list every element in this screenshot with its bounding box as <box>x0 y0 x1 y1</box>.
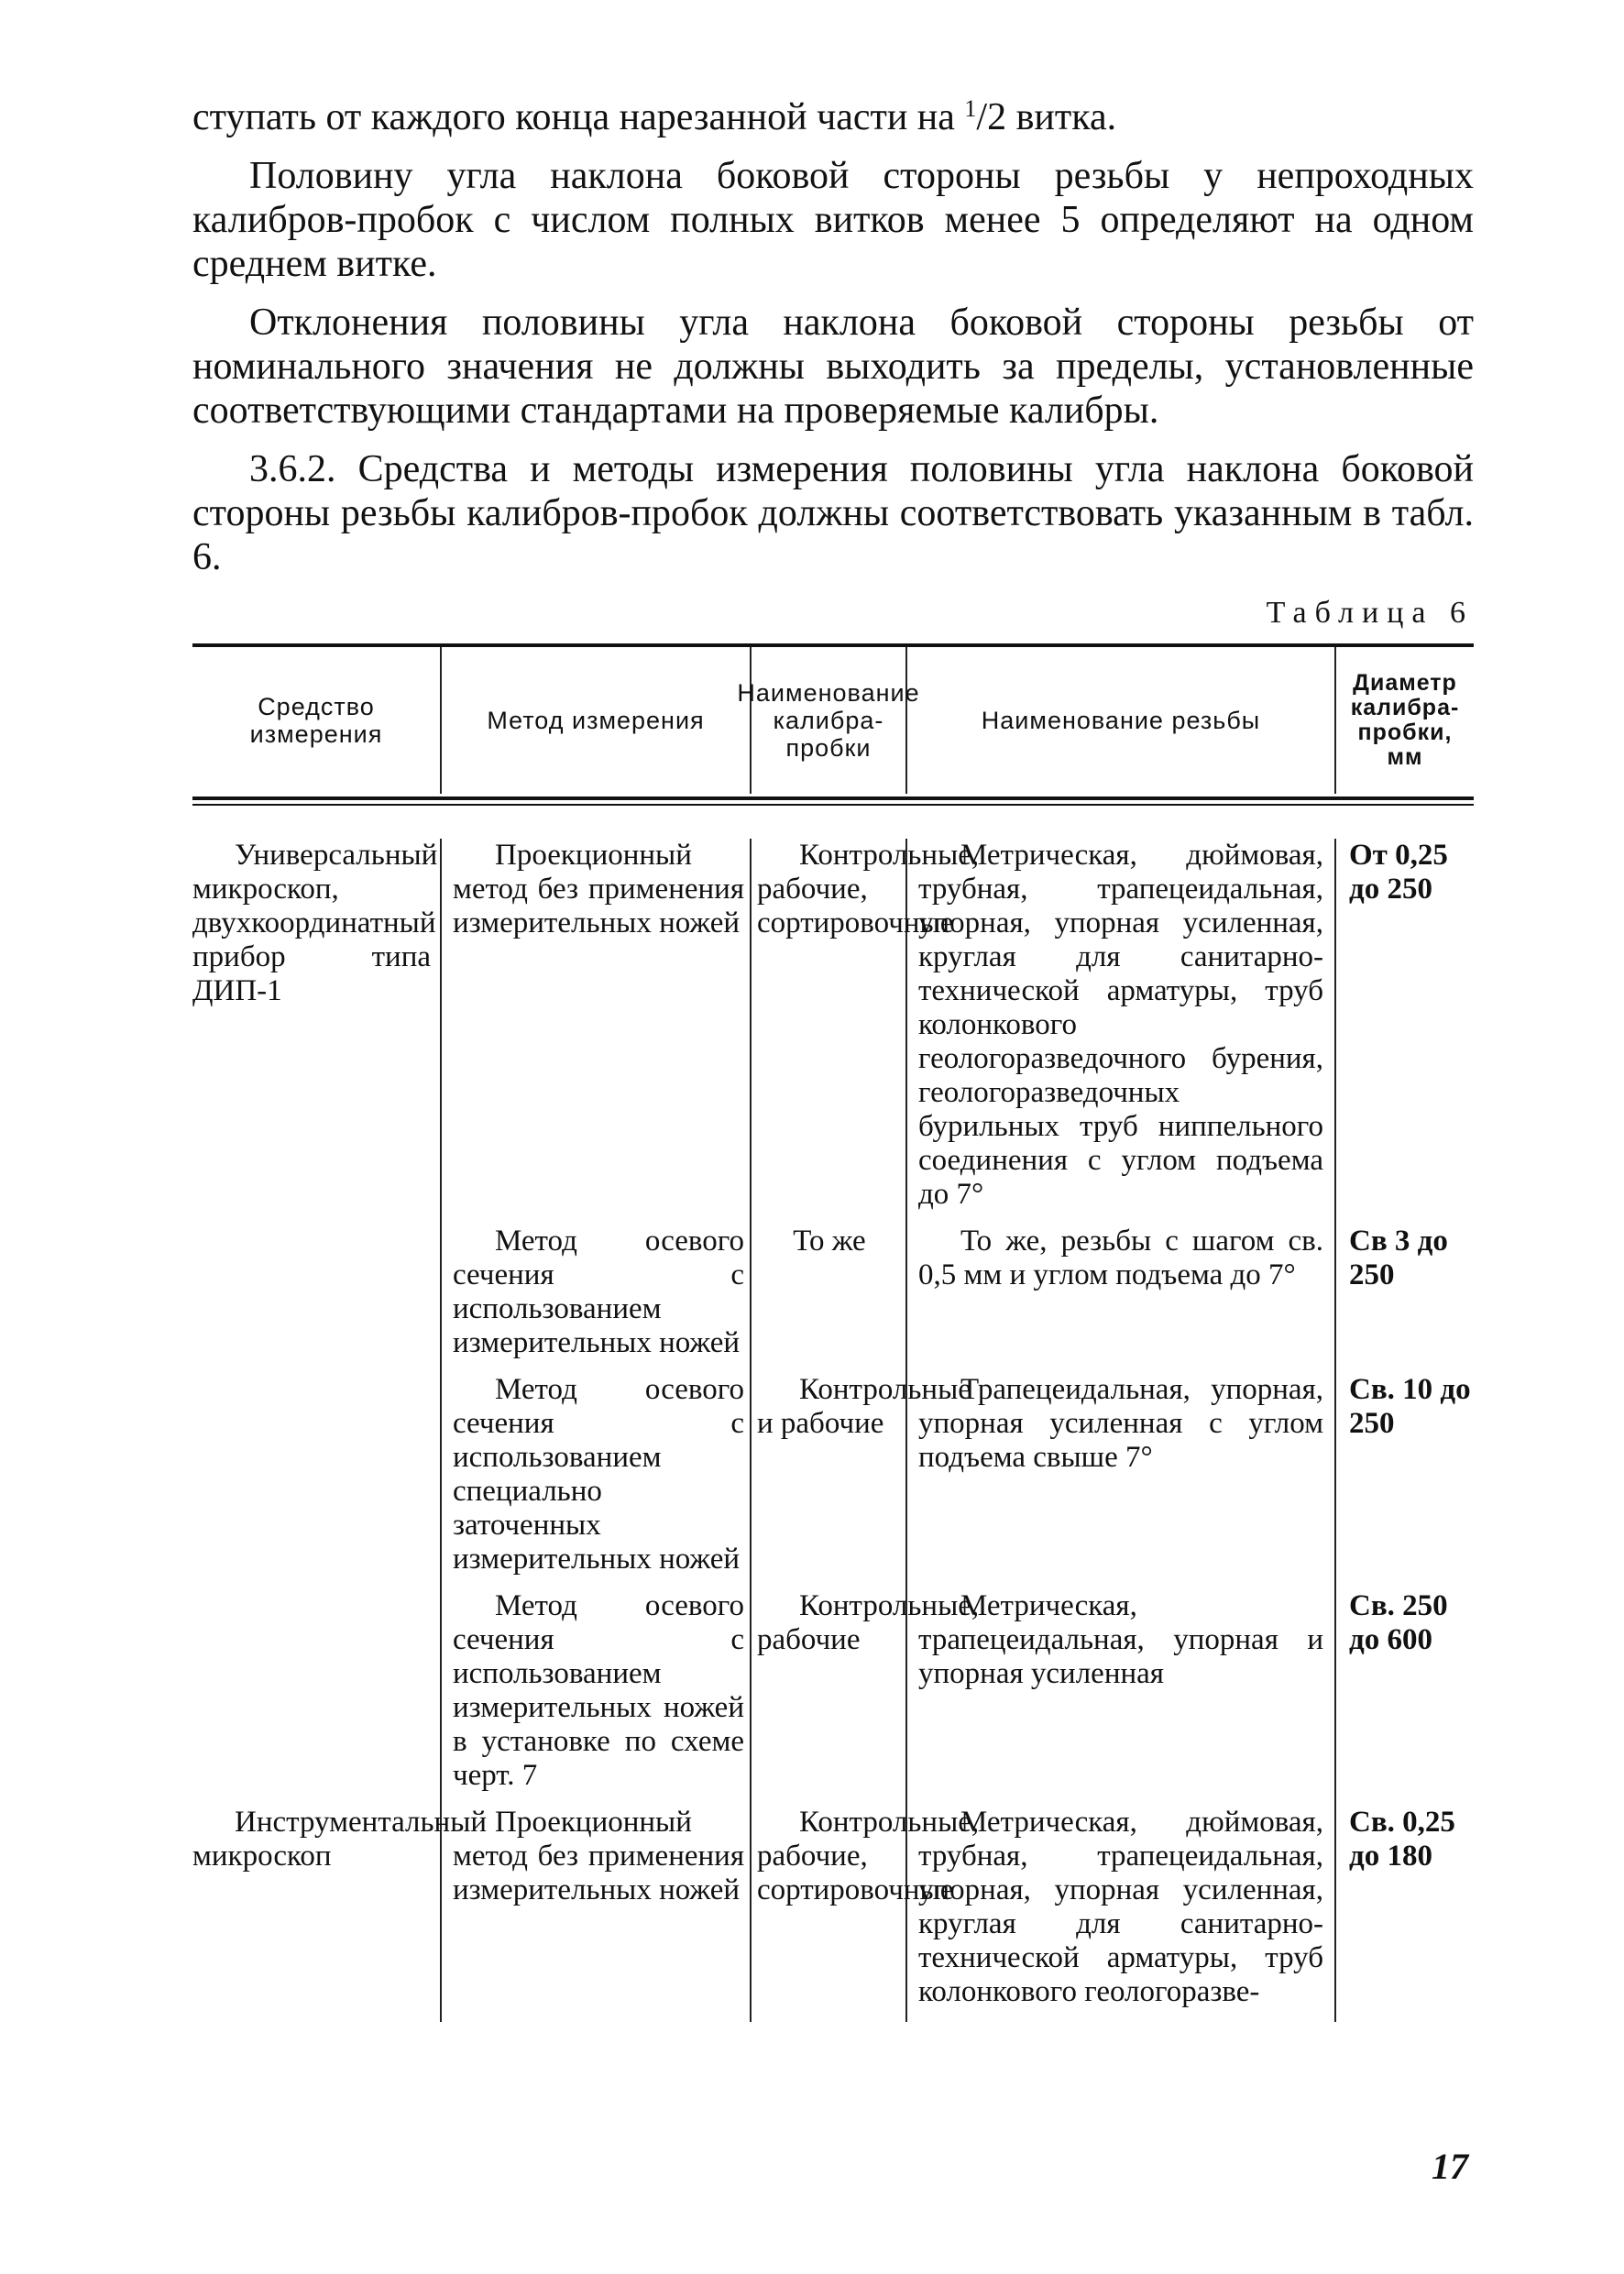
document-page <box>192 87 1474 2022</box>
cell-method: Метод осевого сечения с использованием измерительных ножей в установке по схеме черт. 7 <box>442 1589 752 1806</box>
table-row <box>192 839 1474 1225</box>
cell-method: Проекционный метод без применения измерительных ножей <box>442 1806 752 2022</box>
cell-thread: Метрическая, дюймовая, трубная, трапецеидальная, упорная, упорная усиленная, круглая для санитарно-технической арматуры, труб колонкового геологоразведочного бурения, геологоразведочных бурильных труб ниппельного соединения с углом подъема до 7° <box>907 839 1336 1225</box>
header-tool: Средство измерения <box>192 647 442 794</box>
cell-tool <box>192 1225 442 1373</box>
cell-thread: То же, резьбы с шагом св. 0,5 мм и углом подъема до 7° <box>907 1225 1336 1373</box>
paragraph-3-6-2: 3.6.2. Средства и методы измерения половины угла наклона боковой стороны резьбы калибров-пробок должны соответствовать указанным в табл. 6. <box>192 448 1474 578</box>
fraction-numerator: 1 <box>964 95 977 122</box>
table-row <box>192 1589 1474 1806</box>
paragraph-continuation <box>192 87 1474 139</box>
cell-diameter: Св 3 до 250 <box>1349 1225 1448 1291</box>
table-row <box>192 1373 1474 1589</box>
table-6 <box>192 643 1474 2022</box>
cell-diameter: От 0,25 до 250 <box>1349 839 1448 906</box>
cell-gauge: Контрольные и рабочие <box>752 1373 907 1589</box>
table-caption: Таблица 6 <box>1266 596 1474 630</box>
page-number: 17 <box>1432 2146 1468 2187</box>
table-header-rule <box>192 796 1474 800</box>
cell-method: Проекционный метод без применения измерительных ножей <box>442 839 752 1225</box>
cell-thread: Метрическая, трапецеидальная, упорная и упорная усиленная <box>907 1589 1336 1806</box>
cell-diameter: Св. 0,25 до 180 <box>1349 1806 1455 1873</box>
header-gauge: Наименование калибра-пробки <box>752 647 907 794</box>
header-method: Метод измерения <box>442 647 752 794</box>
table-header-row <box>192 647 1474 794</box>
cell-gauge: Контрольные, рабочие <box>752 1589 907 1806</box>
paragraph-deviations: Отклонения половины угла наклона боковой стороны резьбы от номинального значения не должны выходить за пределы, установленные соответствующими стандартами на проверяемые калибры. <box>192 302 1474 432</box>
cell-thread: Трапецеидальная, упорная, упорная усиленная с углом подъема свыше 7° <box>907 1373 1336 1589</box>
cell-gauge: Контрольные, рабочие, сортировочные <box>752 1806 907 2022</box>
table-row <box>192 1806 1474 2022</box>
paragraph-text: ступать от каждого конца нарезанной части на <box>192 96 965 138</box>
cell-tool: Универсальный микроскоп, двухкоординатный прибор типа ДИП-1 <box>192 839 442 1225</box>
cell-gauge: Контрольные, рабочие, сортировочные <box>752 839 907 1225</box>
cell-gauge: То же <box>752 1225 907 1373</box>
cell-tool <box>192 1589 442 1806</box>
header-thread: Наименование резьбы <box>907 647 1336 794</box>
cell-diameter: Св. 10 до 250 <box>1349 1373 1471 1440</box>
cell-method: Метод осевого сечения с использованием измерительных ножей <box>442 1225 752 1373</box>
cell-tool: Инструментальный микроскоп <box>192 1806 442 2022</box>
paragraph-text: /2 витка. <box>976 96 1117 138</box>
cell-tool <box>192 1373 442 1589</box>
cell-method: Метод осевого сечения с использованием специально заточенных измерительных ножей <box>442 1373 752 1589</box>
paragraph-half-angle: Половину угла наклона боковой стороны резьбы у непроходных калибров-пробок с числом полных витков менее 5 определяют на одном среднем витке. <box>192 155 1474 285</box>
table-body <box>192 806 1474 2022</box>
header-diameter: Диаметр калибра-пробки, мм <box>1350 670 1460 770</box>
table-row <box>192 1225 1474 1373</box>
cell-thread: Метрическая, дюймовая, трубная, трапецеидальная, упорная, упорная усиленная, круглая для санитарно-технической арматуры, труб колонкового геологоразве- <box>907 1806 1336 2022</box>
cell-diameter: Св. 250 до 600 <box>1349 1589 1448 1656</box>
